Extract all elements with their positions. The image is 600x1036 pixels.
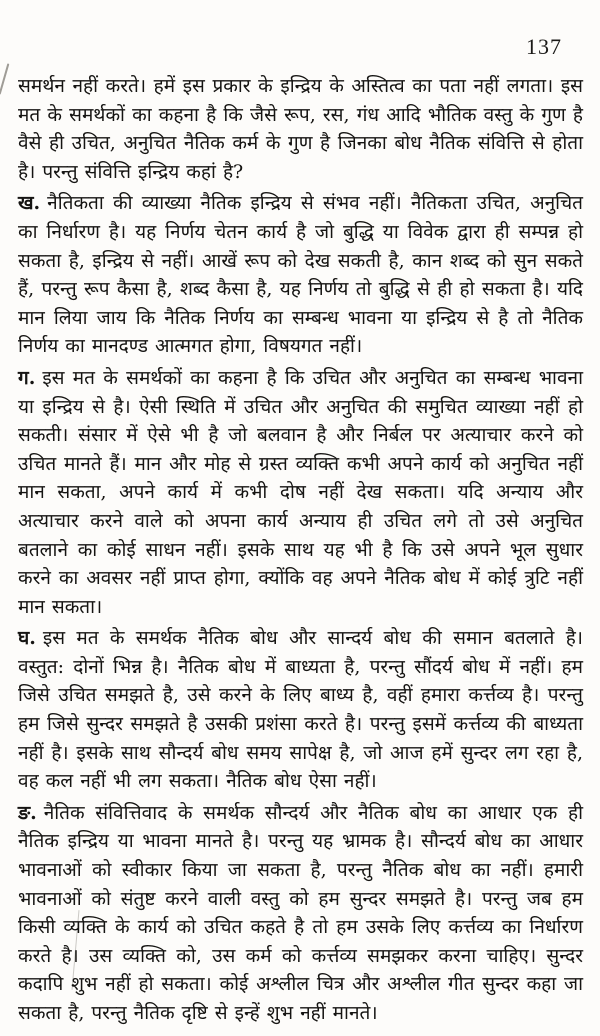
- paragraph-continuation: [18, 72, 583, 186]
- paragraph-kha: [18, 189, 583, 361]
- section-marker-gha: घ.: [18, 627, 36, 650]
- section-marker-kha: ख.: [18, 192, 41, 215]
- page-text-block: [18, 72, 583, 1031]
- paragraph-text: समर्थन नहीं करते। हमें इस प्रकार के इन्द्रिय के अस्तित्व का पता नहीं लगता। इस मत के समर्थकों का कहना है कि जैसे रूप, रस, गंध आदि भौतिक वस्तु के गुण है वैसे ही उचित, अनुचित नैतिक कर्म के गुण है जिनका बोध नैतिक संवित्ति से होता है। परन्तु संवित्ति इन्द्रिय कहां है?: [18, 75, 583, 183]
- paragraph-ga: [18, 364, 583, 621]
- pen-mark-top-left: [0, 63, 9, 94]
- paragraph-text: इस मत के समर्थक नैतिक बोध और सान्दर्य बोध की समान बतलाते है। वस्तुत: दोनों भिन्न है। नैतिक बोध में बाध्यता है, परन्तु सौंदर्य बोध में नहीं। हम जिसे उचित समझते है, उसे करने के लिए बाध्य है, वहीं हमारा कर्त्तव्य है। परन्तु हम जिसे सुन्दर समझते है उसकी प्रशंसा करते है। परन्तु इसमें कर्त्तव्य की बाध्यता नहीं है। इसके साथ सौन्दर्य बोध समय सापेक्ष है, जो आज हमें सुन्दर लग रहा है, वह कल नहीं भी लग सकता। नैतिक बोध ऐसा नहीं।: [18, 627, 583, 793]
- paragraph-nga: [18, 799, 583, 1028]
- paragraph-gha: [18, 624, 583, 796]
- paragraph-text: नैतिक संवित्तिवाद के समर्थक सौन्दर्य और नैतिक बोध का आधार एक ही नैतिक इन्द्रिय या भावना मानते है। परन्तु यह भ्रामक है। सौन्दर्य बोध का आधार भावनाओं को स्वीकार किया जा सकता है, परन्तु नैतिक बोध का नहीं। हमारी भावनाओं को संतुष्ट करने वाली वस्तु को हम सुन्दर समझते है। परन्तु जब हम किसी व्यक्ति के कार्य को उचित कहते है तो हम उसके लिए कर्त्तव्य का निर्धारण करते है। उस व्यक्ति को, उस कर्म को कर्त्तव्य समझकर करना चाहिए। सुन्दर कदापि शुभ नहीं हो सकता। कोई अश्लील चित्र और अश्लील गीत सुन्दर कहा जा सकता है, परन्तु नैतिक दृष्टि से इन्हें शुभ नहीं मानते।: [18, 801, 583, 1024]
- page-number: 137: [526, 34, 562, 59]
- paragraph-text: इस मत के समर्थकों का कहना है कि उचित और अनुचित का सम्बन्ध भावना या इन्द्रिय से है। ऐसी स्थिति में उचित और अनुचित की समुचित व्याख्या नहीं हो सकती। संसार में ऐसे भी है जो बलवान है और निर्बल पर अत्याचार करने को उचित मानते हैं। मान और मोह से ग्रस्त व्यक्ति कभी अपने कार्य को अनुचित नहीं मान सकता, अपने कार्य में कभी दोष नहीं देख सकता। यदि अन्याय और अत्याचार करने वाले को अपना कार्य अन्याय ही उचित लगे तो उसे अनुचित बतलाने का कोई साधन नहीं। इसके साथ यह भी है कि उसे अपने भूल सुधार करने का अवसर नहीं प्राप्त होगा, क्योंकि वह अपने नैतिक बोध में कोई त्रुटि नहीं मान सकता।: [18, 366, 583, 618]
- section-marker-ga: ग.: [18, 366, 36, 389]
- section-marker-nga: ङ.: [18, 801, 37, 824]
- paragraph-text: नैतिकता की व्याख्या नैतिक इन्द्रिय से संभव नहीं। नैतिकता उचित, अनुचित का निर्धारण है। यह निर्णय चेतन कार्य है जो बुद्धि या विवेक द्वारा ही सम्पन्न हो सकता है, इन्द्रिय से नहीं। आखें रूप को देख सकती है, कान शब्द को सुन सकते हैं, परन्तु रूप कैसा है, शब्द कैसा है, यह निर्णय तो बुद्धि से ही हो सकता है। यदि मान लिया जाय कि नैतिक निर्णय का सम्बन्ध भावना या इन्द्रिय से है तो नैतिक निर्णय का मानदण्ड आत्मगत होगा, विषयगत नहीं।: [18, 192, 583, 358]
